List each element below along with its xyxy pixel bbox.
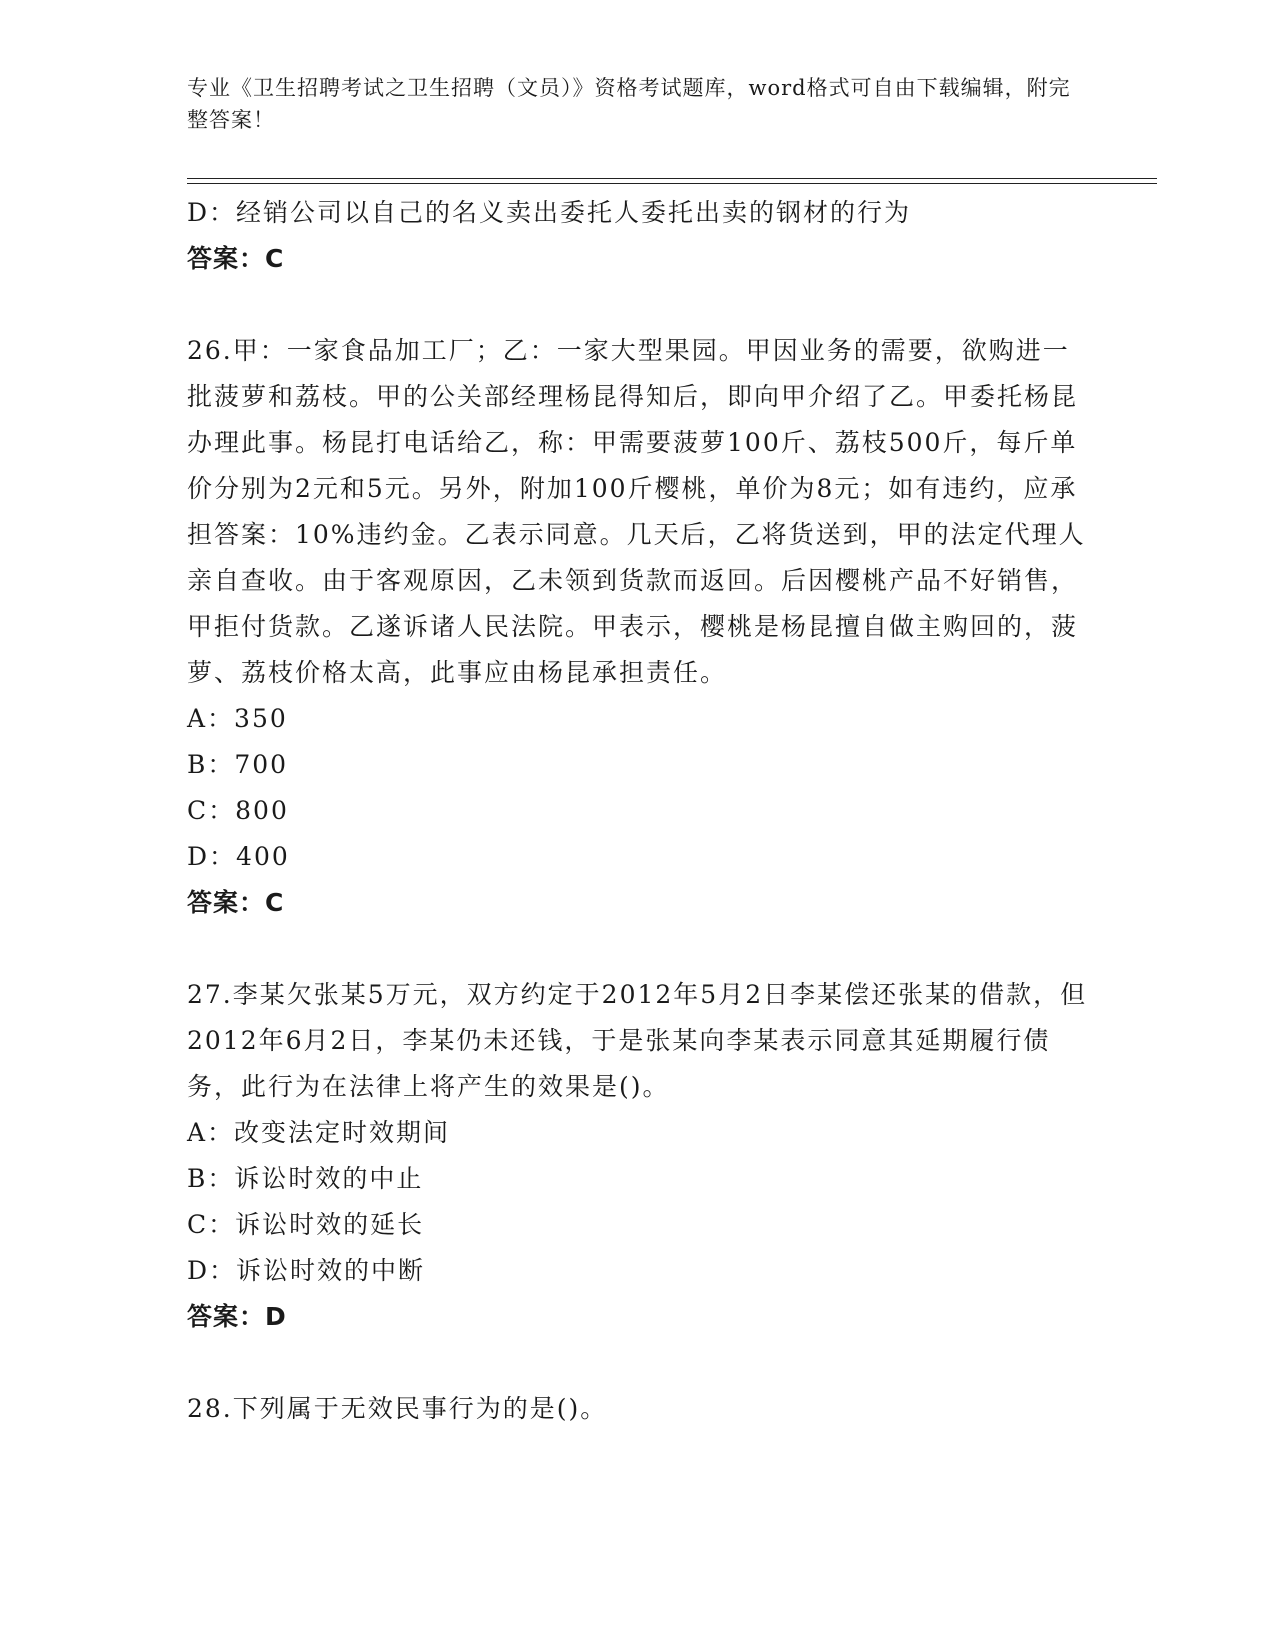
question-27-option-a: A：改变法定时效期间 [187, 1118, 451, 1147]
question-27-option-b: B：诉讼时效的中止 [187, 1164, 424, 1193]
document-header: 专业《卫生招聘考试之卫生招聘（文员）》资格考试题库，word格式可自由下载编辑，附完整答案！ [187, 76, 1071, 132]
question-27-option-c: C：诉讼时效的延长 [187, 1210, 425, 1239]
document-body [187, 190, 1092, 1432]
question-26-option-b: B：700 [187, 750, 289, 779]
question-27-answer: 答案：D [187, 1302, 287, 1331]
question-26-stem: 26.甲：一家食品加工厂；乙：一家大型果园。甲因业务的需要，欲购进一批菠萝和荔枝。甲的公关部经理杨昆得知后，即向甲介绍了乙。甲委托杨昆办理此事。杨昆打电话给乙，称：甲需要菠萝100斤、荔枝500斤，每斤单价分别为2元和5元。另外，附加100斤樱桃，单价为8元；如有违约，应承担答案：10%违约金。乙表示同意。几天后，乙将货送到，甲的法定代理人亲自查收。由于客观原因，乙未领到货款而返回。后因樱桃产品不好销售，甲拒付货款。乙遂诉诸人民法院。甲表示，樱桃是杨昆擅自做主购回的，菠萝、荔枝价格太高，此事应由杨昆承担责任。 [187, 336, 1086, 687]
question-28-stem: 28.下列属于无效民事行为的是()。 [187, 1394, 608, 1423]
header-divider-bottom [187, 183, 1157, 184]
spacer [187, 926, 1092, 972]
question-26-answer: 答案：C [187, 888, 285, 917]
header-divider-top [187, 178, 1157, 179]
prev-question-answer: 答案：C [187, 244, 285, 273]
question-26-option-c: C：800 [187, 796, 289, 825]
question-26-option-d: D：400 [187, 842, 290, 871]
question-27-stem: 27.李某欠张某5万元，双方约定于2012年5月2日李某偿还张某的借款，但2012年6月2日，李某仍未还钱，于是张某向李某表示同意其延期履行债务，此行为在法律上将产生的效果是()。 [187, 980, 1088, 1101]
spacer [187, 1340, 1092, 1386]
question-26-option-a: A：350 [187, 704, 288, 733]
prev-question-option-d: D：经销公司以自己的名义卖出委托人委托出卖的钢材的行为 [187, 198, 912, 227]
spacer [187, 282, 1092, 328]
question-27-option-d: D：诉讼时效的中断 [187, 1256, 426, 1285]
